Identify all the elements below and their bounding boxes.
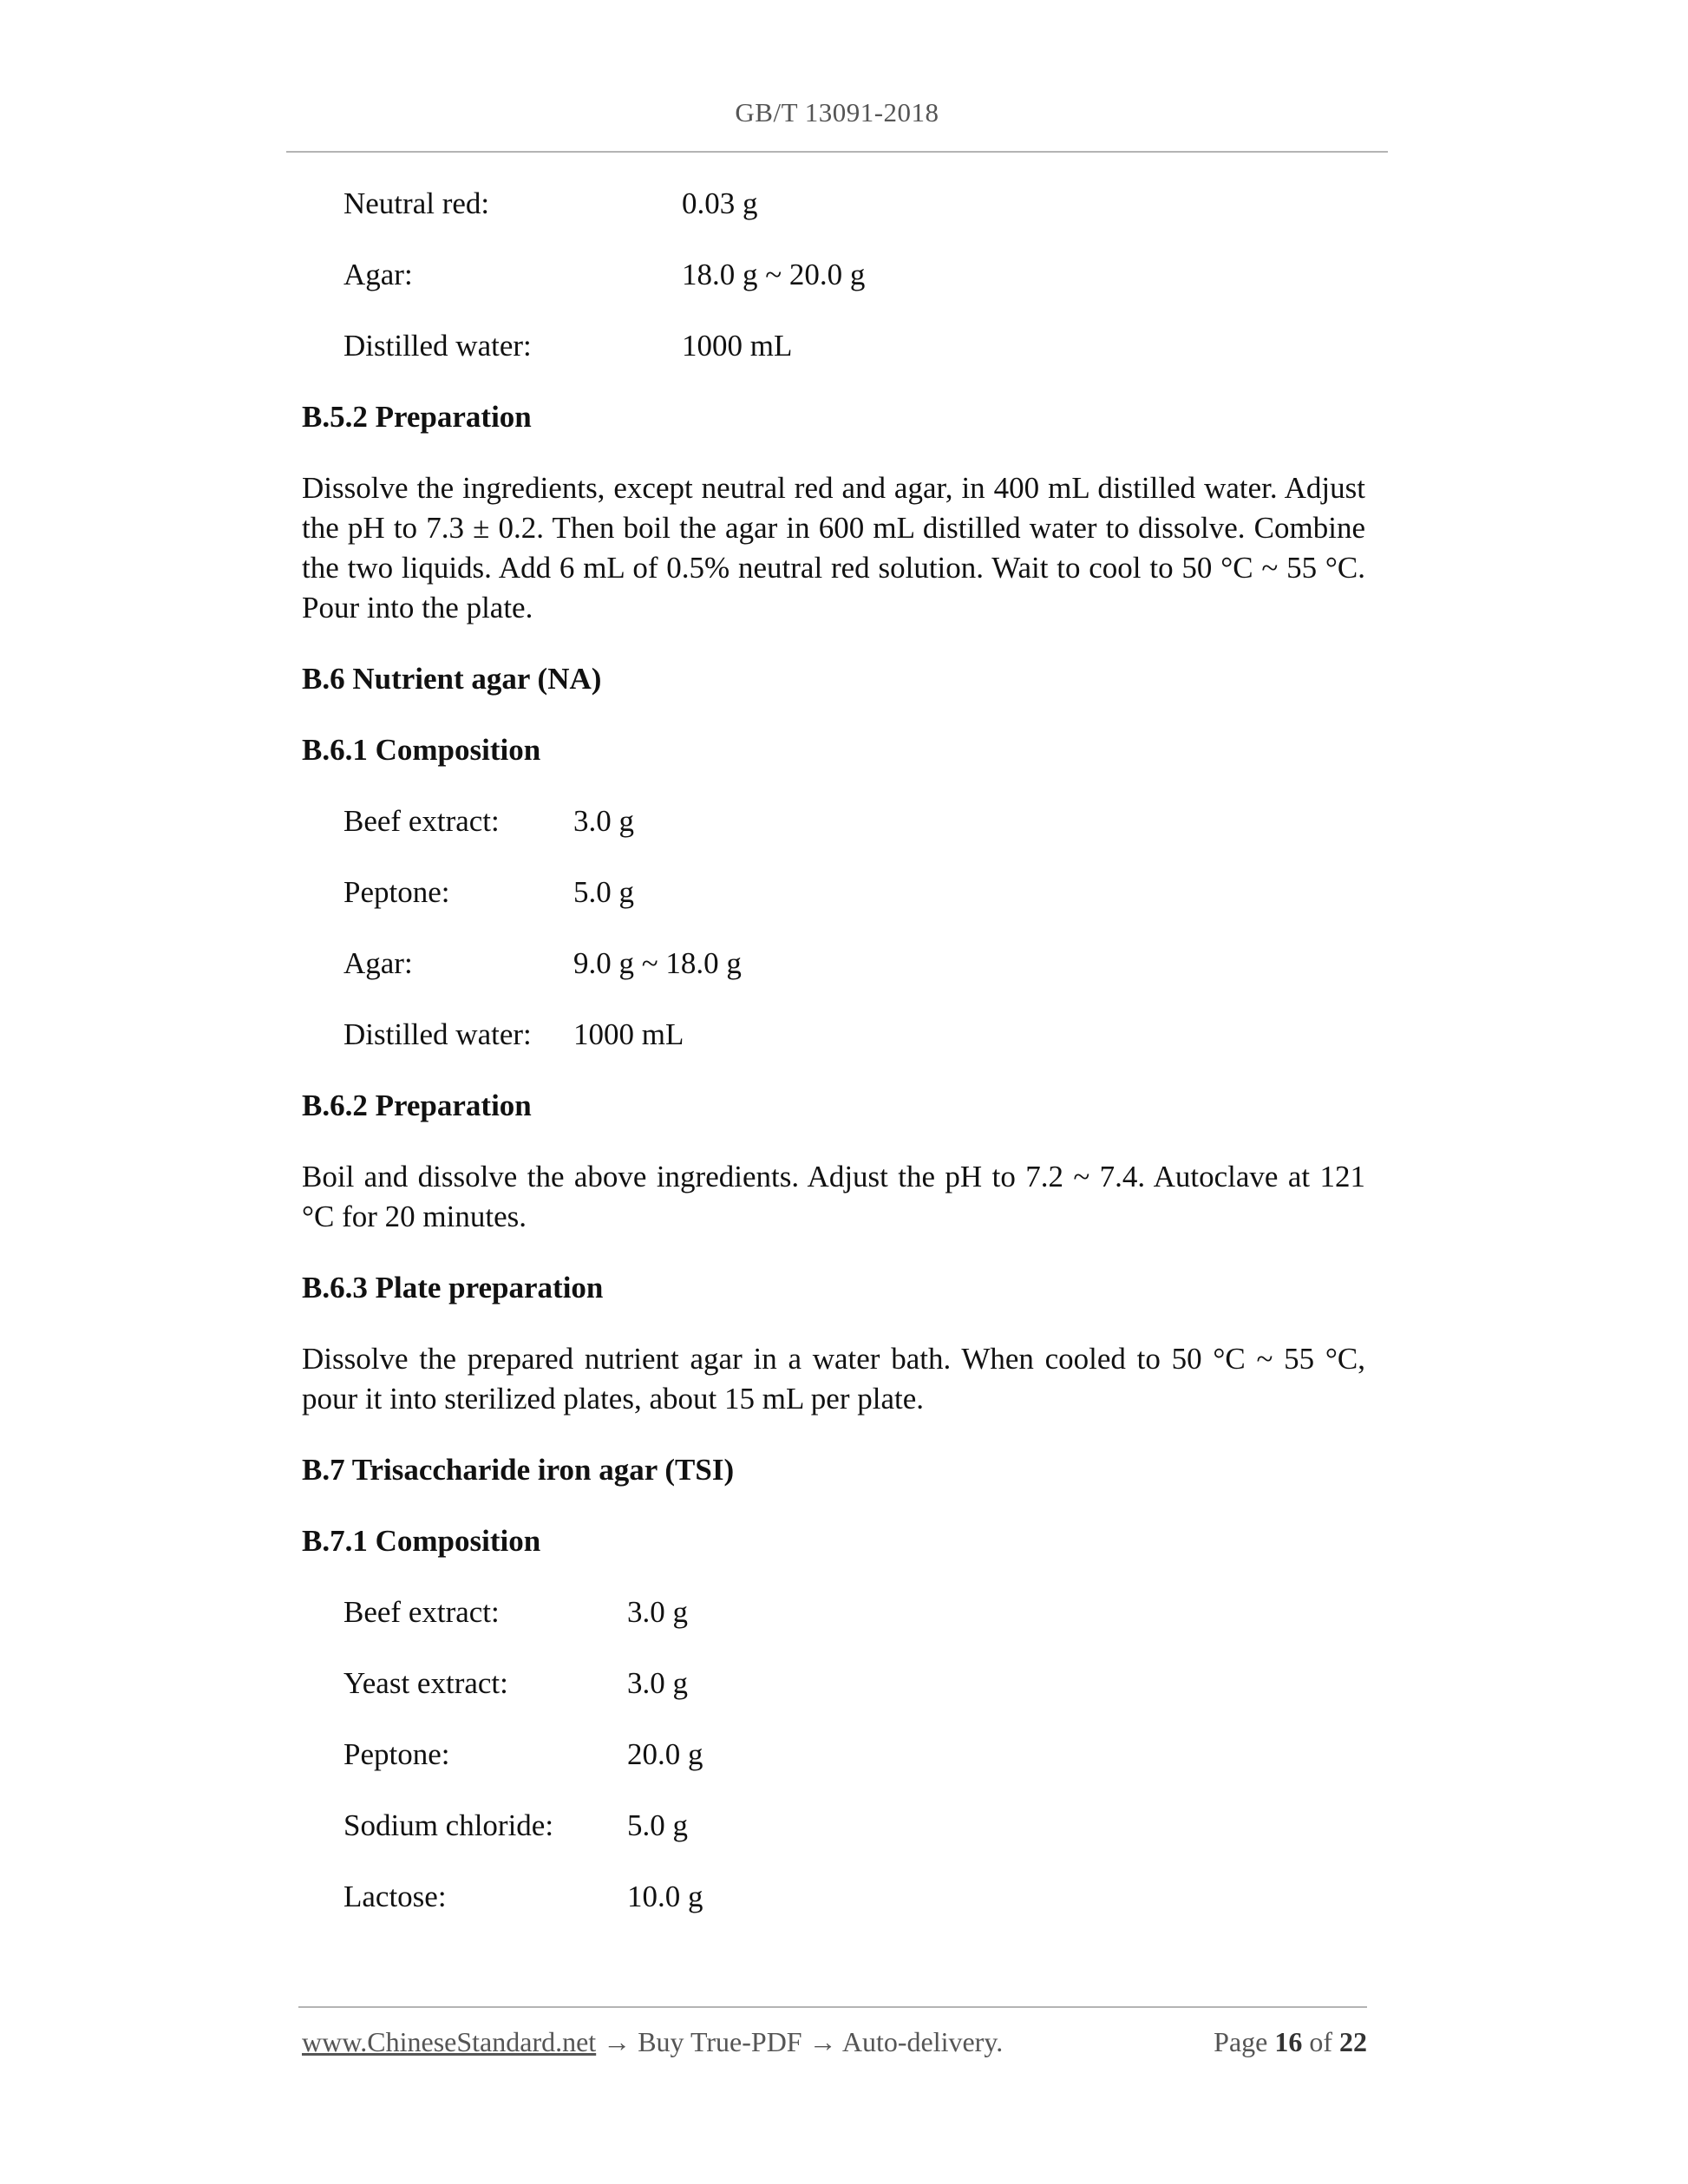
ingredient-label: Agar: xyxy=(343,946,413,980)
ingredient-label: Agar: xyxy=(343,258,413,291)
footer-promo xyxy=(302,2026,1003,2058)
document-header: GB/T 13091-2018 xyxy=(735,97,939,128)
preparation-paragraph: Boil and dissolve the above ingredients. Adjust the pH to 7.2 ~ 7.4. Autoclave at 121 °C for 20 minutes. xyxy=(302,1160,1365,1233)
ingredient-amount: 10.0 g xyxy=(627,1880,703,1913)
section-heading-b6-3: B.6.3 Plate preparation xyxy=(302,1271,604,1305)
ingredient-amount: 9.0 g ~ 18.0 g xyxy=(573,946,742,980)
ingredient-label: Lactose: xyxy=(343,1880,447,1913)
ingredient-label: Yeast extract: xyxy=(343,1666,508,1700)
ingredient-amount: 3.0 g xyxy=(627,1666,688,1700)
page-current: 16 xyxy=(1274,2026,1303,2057)
footer-divider xyxy=(298,2006,1367,2008)
header-divider xyxy=(286,151,1388,153)
composition-row xyxy=(302,326,1377,366)
ingredient-amount: 18.0 g ~ 20.0 g xyxy=(682,258,866,291)
section-heading-b6: B.6 Nutrient agar (NA) xyxy=(302,662,602,696)
section-heading-b5-2: B.5.2 Preparation xyxy=(302,400,532,434)
website-link[interactable]: www.ChineseStandard.net xyxy=(302,2026,597,2057)
section-heading-b6-1: B.6.1 Composition xyxy=(302,733,541,767)
ingredient-label: Beef extract: xyxy=(343,1595,500,1629)
page-label: Page xyxy=(1214,2026,1268,2057)
preparation-paragraph: Dissolve the ingredients, except neutral red and agar, in 400 mL distilled water. Adjust the pH to 7.3 ± 0.2. Then boil the agar in 600 mL distilled water to dissolve. Combine the two liquids. Add 6 mL of 0.5% neutral red solution. Wait to cool to 50 °C ~ 55 °C. Pour into the plate. xyxy=(302,471,1365,624)
ingredient-amount: 1000 mL xyxy=(573,1017,684,1051)
ingredient-label: Beef extract: xyxy=(343,804,500,838)
composition-row xyxy=(302,255,1377,295)
composition-row xyxy=(302,801,1377,841)
plate-preparation-paragraph: Dissolve the prepared nutrient agar in a water bath. When cooled to 50 °C ~ 55 °C, pour it into sterilized plates, about 15 mL per plate. xyxy=(302,1342,1365,1416)
composition-row xyxy=(302,873,1377,912)
ingredient-label: Peptone: xyxy=(343,875,450,909)
ingredient-amount: 5.0 g xyxy=(627,1808,688,1842)
ingredient-amount: 5.0 g xyxy=(573,875,634,909)
ingredient-label: Neutral red: xyxy=(343,186,490,220)
page-total: 22 xyxy=(1339,2026,1367,2057)
page-body xyxy=(302,184,1377,1948)
ingredient-label: Peptone: xyxy=(343,1737,450,1771)
ingredient-amount: 3.0 g xyxy=(573,804,634,838)
composition-row xyxy=(302,184,1377,224)
composition-row xyxy=(302,1735,1377,1775)
ingredient-label: Distilled water: xyxy=(343,1017,532,1051)
ingredient-label: Distilled water: xyxy=(343,329,532,363)
page-footer xyxy=(302,2026,1367,2058)
arrow-right-icon: → xyxy=(808,2026,837,2057)
section-heading-b7: B.7 Trisaccharide iron agar (TSI) xyxy=(302,1453,735,1487)
composition-row xyxy=(302,1015,1377,1055)
auto-delivery-text: Auto-delivery. xyxy=(841,2026,1004,2057)
page-number xyxy=(1214,2026,1367,2058)
composition-row xyxy=(302,1806,1377,1846)
buy-pdf-text: Buy True-PDF xyxy=(638,2026,802,2057)
ingredient-amount: 1000 mL xyxy=(682,329,793,363)
ingredient-amount: 0.03 g xyxy=(682,186,758,220)
composition-row xyxy=(302,944,1377,984)
composition-row xyxy=(302,1592,1377,1632)
arrow-right-icon: → xyxy=(603,2026,631,2057)
composition-row xyxy=(302,1877,1377,1917)
composition-row xyxy=(302,1664,1377,1703)
ingredient-label: Sodium chloride: xyxy=(343,1808,554,1842)
page-of-label: of xyxy=(1309,2026,1332,2057)
ingredient-amount: 20.0 g xyxy=(627,1737,703,1771)
section-heading-b6-2: B.6.2 Preparation xyxy=(302,1089,532,1122)
ingredient-amount: 3.0 g xyxy=(627,1595,688,1629)
section-heading-b7-1: B.7.1 Composition xyxy=(302,1524,541,1558)
